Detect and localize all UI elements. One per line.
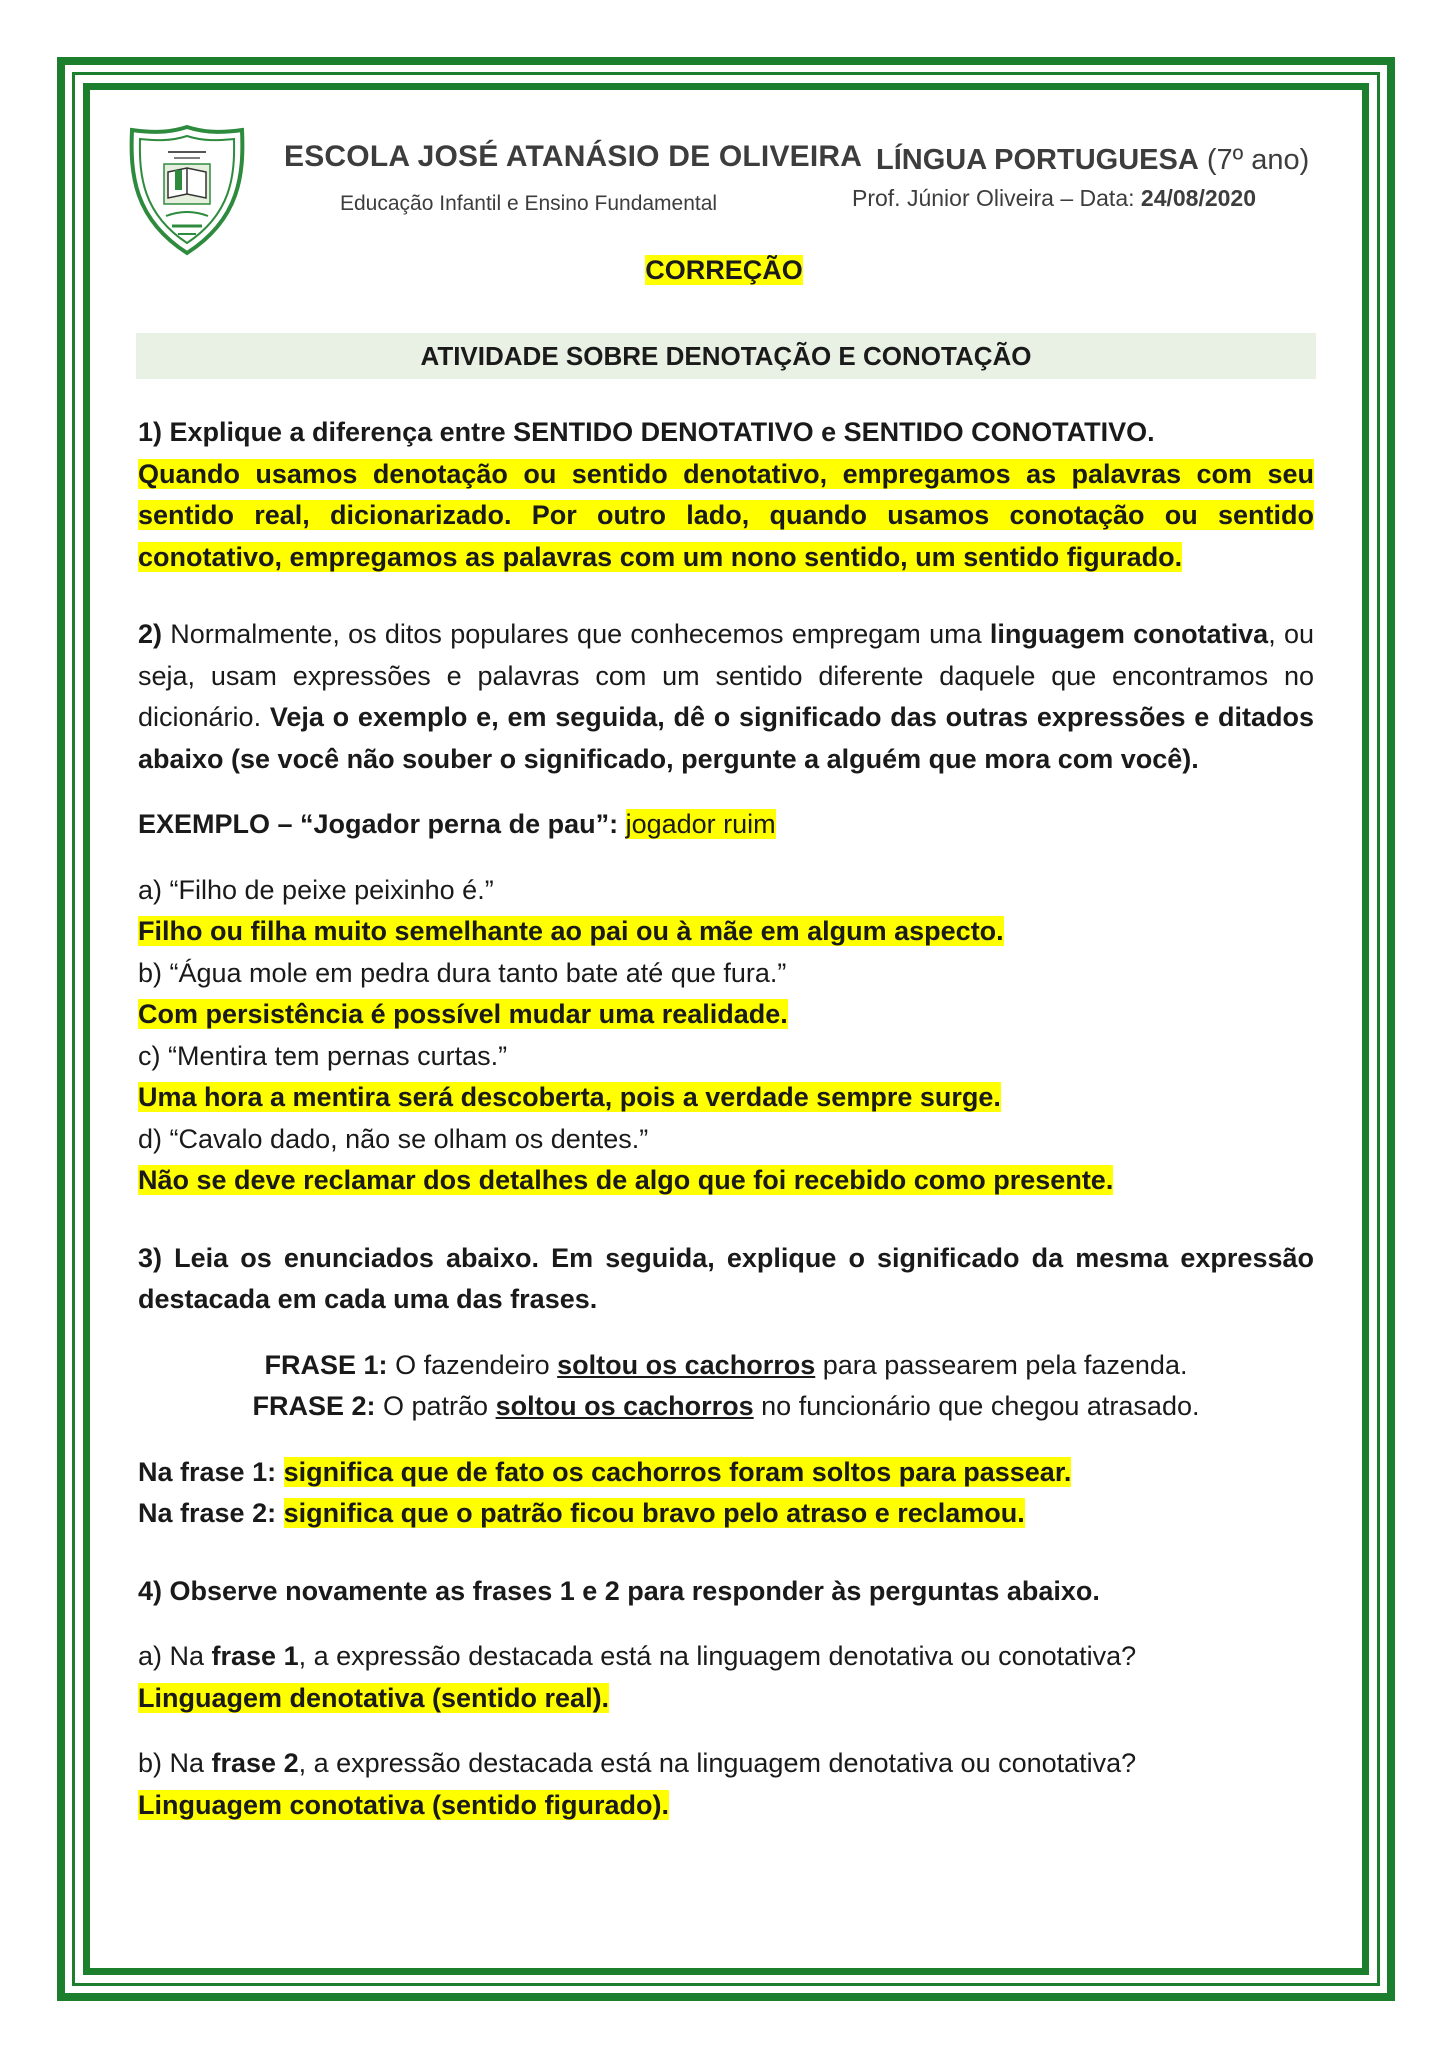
correction-heading — [0, 255, 1448, 286]
q4-b-question — [138, 1743, 1314, 1785]
activity-content — [138, 412, 1314, 1826]
question-1-text: 1) Explique a diferença entre SENTIDO DENOTATIVO e SENTIDO CONOTATIVO. — [138, 417, 1155, 447]
item-d-question: d) “Cavalo dado, não se olham os dentes.” — [138, 1123, 649, 1154]
answer-3-text-2: significa que o patrão ficou bravo pelo atraso e reclamou. — [283, 1498, 1025, 1528]
question-4 — [138, 1571, 1314, 1613]
item-a-answer-text: Filho ou filha muito semelhante ao pai ou à mãe em algum aspecto. — [138, 916, 1004, 946]
frase-1-label: FRASE 1: — [264, 1349, 388, 1380]
frase-1 — [138, 1345, 1314, 1387]
question-3 — [138, 1238, 1314, 1321]
answer-3-label-2: Na frase 2: — [138, 1498, 284, 1528]
question-2-text-2: , ou seja, usam expressões e palavras com um sentido diferente daquele que encontramos no dicionário. — [138, 619, 1314, 732]
q4-b-bold: frase 2 — [211, 1748, 299, 1778]
frase-2-expression: soltou os cachorros — [495, 1391, 754, 1421]
subject-name: LÍNGUA PORTUGUESA — [876, 144, 1199, 176]
question-2-bold-1: linguagem conotativa — [989, 619, 1269, 649]
date-value: 24/08/2020 — [1140, 185, 1257, 211]
question-2 — [138, 614, 1314, 780]
frase-2 — [138, 1386, 1314, 1428]
frase-1-post: para passearem pela fazenda. — [815, 1349, 1188, 1380]
answer-1-text: Quando usamos denotação ou sentido denotativo, empregamos as palavras com seu sentido real, dicionarizado. Por outro lado, quando usamos conotação ou sentido conotativo, empregamos as palavras com um nono sentido, um sentido figurado. — [138, 458, 1314, 572]
answer-1 — [138, 454, 1314, 579]
q4-b-answer-text: Linguagem conotativa (sentido figurado). — [138, 1789, 670, 1820]
school-name: ESCOLA JOSÉ ATANÁSIO DE OLIVEIRA — [284, 140, 863, 173]
q4-b-post: , a expressão destacada está na linguagem denotativa ou conotativa? — [298, 1748, 1137, 1778]
item-a-answer — [138, 911, 1314, 953]
frase-2-label: FRASE 2: — [252, 1391, 376, 1421]
q4-a-post: , a expressão destacada está na linguagem denotativa ou conotativa? — [298, 1641, 1137, 1671]
school-crest-logo — [128, 124, 246, 256]
question-2-bold-2: Veja o exemplo e, em seguida, dê o significado das outras expressões e ditados abaixo (se você não souber o significado, pergunte a alguém que mora com você). — [138, 702, 1314, 774]
correction-label: CORREÇÃO — [645, 255, 803, 285]
teacher-date-line — [852, 185, 1256, 212]
answer-3-label-1: Na frase 1: — [138, 1456, 284, 1487]
item-d-answer-text: Não se deve reclamar dos detalhes de algo que foi recebido como presente. — [138, 1165, 1114, 1195]
question-2-text-1: Normalmente, os ditos populares que conhecemos empregam uma — [162, 619, 990, 649]
q4-a-pre: a) Na — [138, 1641, 212, 1671]
answer-3-frase-1 — [138, 1452, 1314, 1494]
q4-a-answer-text: Linguagem denotativa (sentido real). — [138, 1682, 610, 1713]
question-2-number: 2) — [138, 619, 163, 649]
q4-a-bold: frase 1 — [211, 1641, 299, 1671]
example-answer: jogador ruim — [625, 809, 776, 839]
item-c-question: c) “Mentira tem pernas curtas.” — [138, 1040, 508, 1071]
item-c-answer — [138, 1077, 1314, 1119]
q4-a-question — [138, 1636, 1314, 1678]
item-b-answer — [138, 994, 1314, 1036]
example-label: EXEMPLO – “Jogador perna de pau”: — [138, 809, 626, 839]
subject-grade: (7º ano) — [1198, 144, 1310, 176]
frase-2-post: no funcionário que chegou atrasado. — [753, 1391, 1200, 1421]
example-line — [138, 804, 1314, 846]
school-subtitle: Educação Infantil e Ensino Fundamental — [340, 192, 718, 215]
question-3-text: 3) Leia os enunciados abaixo. Em seguida, explique o significado da mesma expressão destacada em cada uma das frases. — [138, 1242, 1314, 1314]
subject-title — [876, 144, 1309, 177]
frase-1-expression: soltou os cachorros — [557, 1349, 816, 1380]
item-d-answer — [138, 1160, 1314, 1202]
teacher-label: Prof. Júnior Oliveira – Data: — [852, 185, 1141, 211]
q4-b-pre: b) Na — [138, 1748, 212, 1778]
activity-title: ATIVIDADE SOBRE DENOTAÇÃO E CONOTAÇÃO — [136, 333, 1316, 379]
question-4-text: 4) Observe novamente as frases 1 e 2 para responder às perguntas abaixo. — [138, 1575, 1100, 1606]
q4-b-answer — [138, 1785, 1314, 1827]
question-1 — [138, 412, 1314, 454]
answer-3-text-1: significa que de fato os cachorros foram soltos para passear. — [283, 1456, 1072, 1487]
item-c-answer-text: Uma hora a mentira será descoberta, pois a verdade sempre surge. — [138, 1082, 1001, 1112]
q4-a-answer — [138, 1678, 1314, 1720]
answer-3-frase-2 — [138, 1493, 1314, 1535]
frase-1-pre: O fazendeiro — [387, 1349, 558, 1380]
item-b-question: b) “Água mole em pedra dura tanto bate até que fura.” — [138, 957, 787, 988]
item-b-answer-text: Com persistência é possível mudar uma realidade. — [138, 999, 788, 1029]
item-a-question: a) “Filho de peixe peixinho é.” — [138, 874, 494, 905]
frase-2-pre: O patrão — [375, 1391, 496, 1421]
